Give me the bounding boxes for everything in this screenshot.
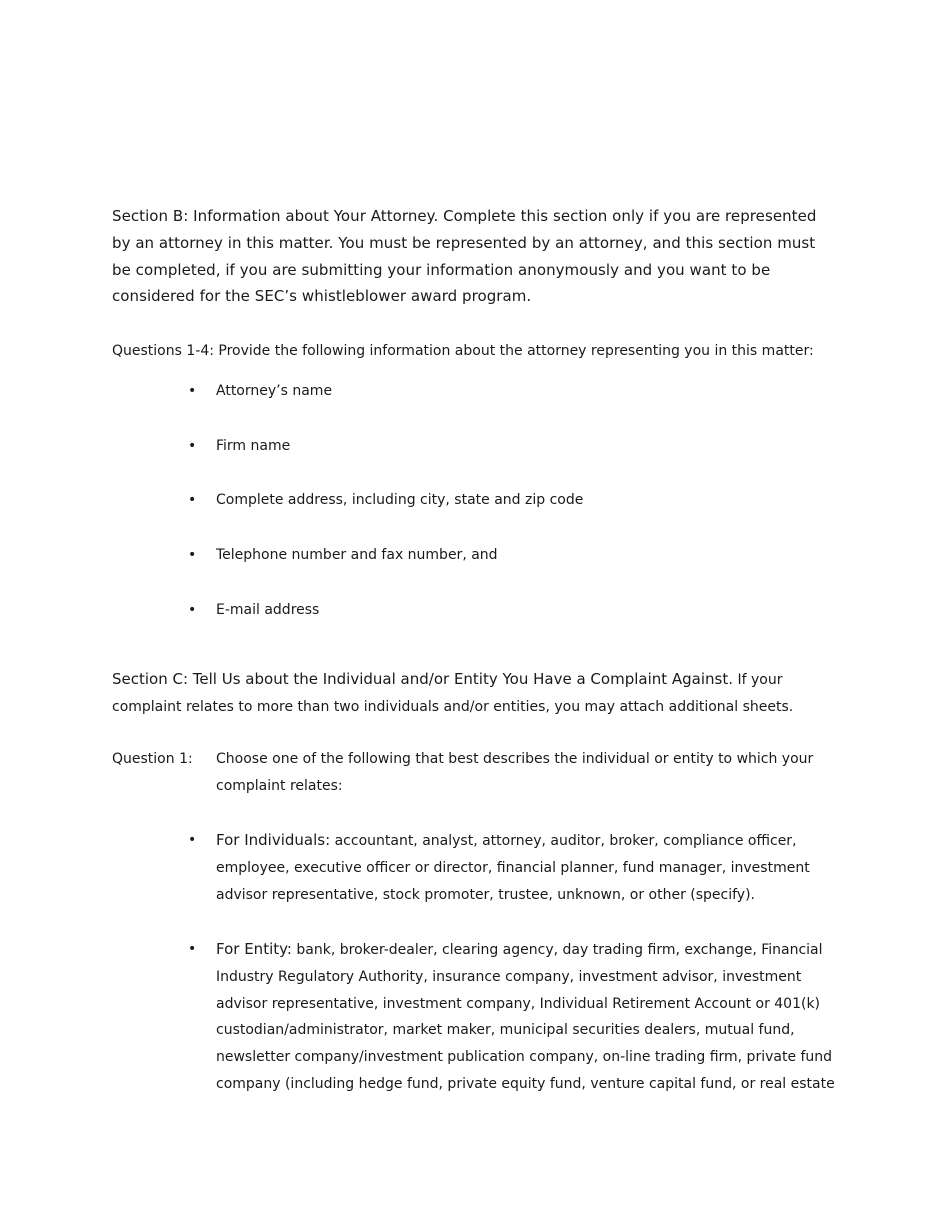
option-lead: For Individuals: [216,831,331,849]
bullet-icon [188,487,202,514]
section-c-heading: Section C: Tell Us about the Individual and/or Entity You Have a Complaint Against. [112,670,734,688]
question-1-text: Choose one of the following that best describes the individual or entity to which your complaint relates: [216,751,814,794]
section-b-text: Section B: Information about Your Attorney. Complete this section only if you are represented by an attorney in this matter. You must be represented by an attorney, and this section must be completed, if you are submitting your information anonymously and you want to be considered for the SEC’s whistleblower award program. [112,207,817,306]
option-lead: For Entity: [216,940,292,958]
bullet-icon [188,827,202,854]
bullet-icon [188,378,202,405]
list-item-text: E-mail address [216,602,320,618]
bullet-icon [188,433,202,460]
bullet-icon [188,542,202,569]
question-1-label: Question 1: [112,751,193,767]
list-item-text: Firm name [216,438,291,454]
list-item-text: Complete address, including city, state and zip code [216,492,584,508]
questions-1-4-intro [112,338,828,364]
questions-1-4-text: Questions 1-4: Provide the following information about the attorney representing you in this matter: [112,343,814,359]
list-item-text: Attorney’s name [216,383,333,399]
list-item-text [216,827,841,908]
option-text: bank, broker-dealer, clearing agency, day trading firm, exchange, Financial Industry Regulatory Authority, insurance company, investment advisor, investment advisor representative, investment company, Individual Retirement Account or 401(k) custodian/administrator, market maker, municipal securities dealers, mutual fund, newsletter company/investment publication company, on-line trading firm, private fund company (including hedge fund, private equity fund, venture capital fund, or real estate [216,942,835,1092]
section-c-text: If your complaint relates to more than two individuals and/or entities, you may attach additional sheets. [112,672,794,715]
bullet-icon [188,597,202,624]
list-item-text [216,936,841,1098]
section-b-paragraph [112,203,828,310]
option-text: accountant, analyst, attorney, auditor, broker, compliance officer, employee, executive officer or director, financial planner, fund manager, investment advisor representative, stock promoter, trustee, unknown, or other (specify). [216,833,810,903]
section-c-paragraph [112,666,828,721]
list-item-text: Telephone number and fax number, and [216,547,498,563]
bullet-icon [188,936,202,963]
